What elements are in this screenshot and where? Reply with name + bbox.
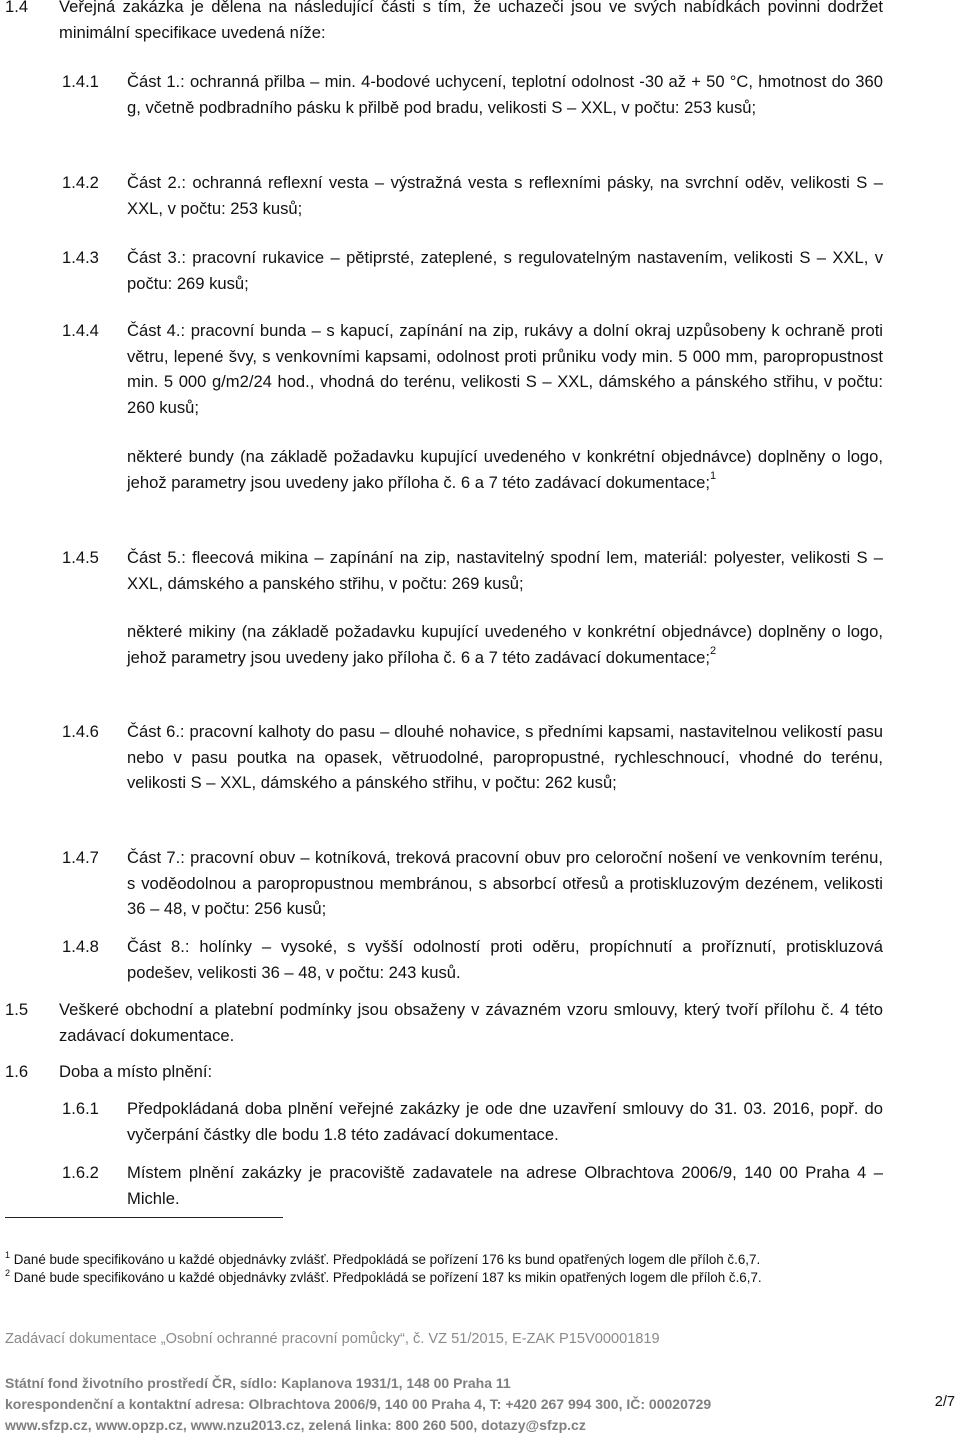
footnote-separator xyxy=(5,1217,283,1218)
footnote-ref[interactable]: 2 xyxy=(709,644,717,657)
footnote-text: Dané bude specifikováno u každé objednávky zvlášť. Předpokládá se pořízení 176 ks bund opatřených logem dle příloh č.6,7. xyxy=(13,1252,761,1267)
item-number: 1.6.2 xyxy=(62,1163,99,1182)
note-text: některé bundy (na základě požadavku kupující uvedeného v konkrétní objednávce) doplněny o logo, jehož parametry jsou uvedeny jako příloha č. 6 a 7 této zadávací dokumentace; xyxy=(127,447,883,492)
item-text: Část 6.: pracovní kalhoty do pasu – dlouhé nohavice, s předními kapsami, nastavitelnou velikostí pasu nebo v pasu poutka na opasek, větruodolné, paropropustné, rychleschnoucí, vhodné do terénu, velikosti S – XXL, dámského a pánského střihu, v počtu: 262 kusů; xyxy=(127,722,883,792)
item-text: Část 7.: pracovní obuv – kotníková, treková pracovní obuv pro celoroční nošení ve venkovním terénu, s voděodolnou a paropropustnou membránou, s absorbcí otřesů a protiskluzovým dezénem, velikosti 36 – 48, v počtu: 256 kusů; xyxy=(127,848,883,918)
item-text: Část 1.: ochranná přilba – min. 4-bodové uchycení, teplotní odolnost -30 až + 50 °C, hmotnost do 360 g, včetně podbradního pásku k přilbě pod bradu, velikosti S – XXL, v počtu: 253 kusů; xyxy=(127,72,883,117)
item-number: 1.4.1 xyxy=(62,72,99,91)
footer-document-title: Zadávací dokumentace „Osobní ochranné pracovní pomůcky“, č. VZ 51/2015, E-ZAK P15V00001819 xyxy=(5,1331,660,1347)
footnote-number: 2 xyxy=(5,1267,11,1278)
item-number: 1.4.5 xyxy=(62,548,99,567)
section-text: Veřejná zakázka je dělena na následující části s tím, že uchazeči jsou ve svých nabídkách povinni dodržet minimální specifikace uvedená níže: xyxy=(59,0,883,42)
footer-org-line: www.sfzp.cz, www.opzp.cz, www.nzu2013.cz, zelená linka: 800 260 500, dotazy@sfzp.cz xyxy=(5,1417,586,1433)
footnote-ref[interactable]: 1 xyxy=(709,469,717,482)
footer-organization xyxy=(5,1373,905,1436)
item-text: Část 3.: pracovní rukavice – pětiprsté, zateplené, s regulovatelným nastavením, velikosti S – XXL, v počtu: 269 kusů; xyxy=(127,248,883,293)
item-text: Část 4.: pracovní bunda – s kapucí, zapínání na zip, rukávy a dolní okraj uzpůsobeny k ochraně proti větru, lepené švy, s venkovními kapsami, odolnost proti průniku vody min. 5 000 mm, paropropustnost min. 5 000 g/m2/24 hod., vhodná do terénu, velikosti S – XXL, dámského a pánského střihu, v počtu: 260 kusů; xyxy=(127,321,883,417)
section-text: Doba a místo plnění: xyxy=(59,1062,213,1081)
section-text: Veškeré obchodní a platební podmínky jsou obsaženy v závazném vzoru smlouvy, který tvoří přílohu č. 4 této zadávací dokumentace. xyxy=(59,1000,883,1045)
item-number: 1.4.2 xyxy=(62,173,99,192)
item-1-4-5-note xyxy=(127,619,883,670)
item-number: 1.4.7 xyxy=(62,848,99,867)
item-number: 1.4.3 xyxy=(62,248,99,267)
section-number: 1.4 xyxy=(5,0,29,16)
item-number: 1.6.1 xyxy=(62,1099,99,1118)
section-number: 1.5 xyxy=(5,1000,29,1019)
page-number: 2/7 xyxy=(934,1394,955,1410)
item-text: Místem plnění zakázky je pracoviště zadavatele na adrese Olbrachtova 2006/9, 140 00 Praha 4 – Michle. xyxy=(127,1163,883,1208)
footnote-number: 1 xyxy=(5,1249,11,1260)
item-number: 1.4.4 xyxy=(62,321,99,340)
note-text: některé mikiny (na základě požadavku kupující uvedeného v konkrétní objednávce) doplněny o logo, jehož parametry jsou uvedeny jako příloha č. 6 a 7 této zadávací dokumentace; xyxy=(127,622,883,667)
footer-org-line: korespondenční a kontaktní adresa: Olbrachtova 2006/9, 140 00 Praha 4, T: +420 267 994 300, IČ: 00020729 xyxy=(5,1396,712,1412)
footer-org-line: Státní fond životního prostředí ČR, sídlo: Kaplanova 1931/1, 148 00 Praha 11 xyxy=(5,1375,511,1391)
footnote-text: Dané bude specifikováno u každé objednávky zvlášť. Předpokládá se pořízení 187 ks mikin opatřených logem dle příloh č.6,7. xyxy=(13,1270,762,1285)
item-text: Část 2.: ochranná reflexní vesta – výstražná vesta s reflexními pásky, na svrchní oděv, velikosti S – XXL, v počtu: 253 kusů; xyxy=(127,173,883,218)
item-number: 1.4.8 xyxy=(62,937,99,956)
item-text: Část 8.: holínky – vysoké, s vyšší odolností proti oděru, propíchnutí a proříznutí, protiskluzová podešev, velikosti 36 – 48, v počtu: 243 kusů. xyxy=(127,937,883,982)
item-1-4-4-note xyxy=(127,444,883,495)
footnote-2 xyxy=(5,1269,905,1286)
item-number: 1.4.6 xyxy=(62,722,99,741)
footnote-1 xyxy=(5,1251,905,1268)
item-text: Část 5.: fleecová mikina – zapínání na zip, nastavitelný spodní lem, materiál: polyester, velikosti S – XXL, dámského a panského střihu, v počtu: 269 kusů; xyxy=(127,548,883,593)
section-number: 1.6 xyxy=(5,1062,29,1081)
item-text: Předpokládaná doba plnění veřejné zakázky je ode dne uzavření smlouvy do 31. 03. 2016, popř. do vyčerpání částky dle bodu 1.8 této zadávací dokumentace. xyxy=(127,1099,883,1144)
